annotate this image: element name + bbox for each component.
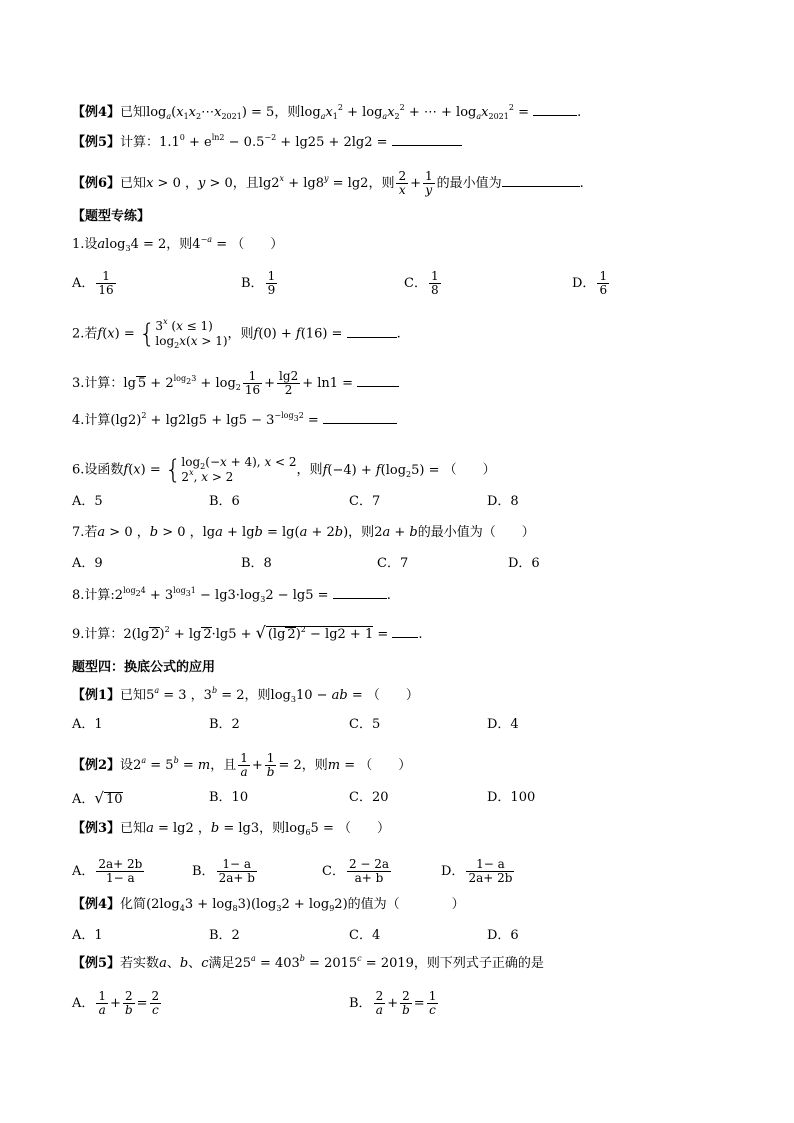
option-a[interactable]: A． $\frac{1}{16}$ bbox=[72, 269, 114, 297]
option-b[interactable]: B．2 bbox=[209, 717, 240, 732]
math: = 2 bbox=[278, 758, 302, 773]
math: 2a + b bbox=[374, 525, 418, 540]
answer-blank bbox=[392, 624, 418, 638]
question-3: 3.计算：$\lg 5 + 2^{log_23} + \log_2$ $\frac{1}{16}$ + $\frac{\lg 2}{2}$ + ln1 = bbox=[72, 370, 399, 397]
option-d[interactable]: D．100 bbox=[487, 790, 536, 805]
math: alog$_3$4 = 2 bbox=[97, 237, 167, 253]
math: $25^a = 403^b = 2015^c = 2019$ bbox=[234, 954, 414, 971]
option-a[interactable]: A． $\frac{2a+ 2b}{1- a}$ bbox=[72, 857, 143, 885]
section-title: 题型四：换底公式的应用 bbox=[72, 660, 216, 675]
example-4: 【例4】已知$\log_a(x_1x_2\cdots x_{2021}) = 5$，则$\log_ax_1^2 + \log_ax_2^2$ + ⋯ + $\log_ax_{2021}^2$ = . bbox=[72, 103, 582, 121]
math: $\log_a(x_1x_2\cdots x_{2021}) = 5$ bbox=[146, 105, 275, 121]
option-c[interactable]: C．5 bbox=[349, 717, 381, 732]
option-c[interactable]: C．7 bbox=[349, 494, 381, 509]
example-5: 【例5】计算：$1.1^0 + e^{ln2} - 0.5^{-2} + \lg 25 + 2\lg 2$ = bbox=[72, 132, 462, 151]
math: $\log_ax_1^2 + \log_ax_2^2$ + ⋯ + $\log_ax_{2021}^2$ = bbox=[300, 103, 534, 121]
math: x > 0 ，y > 0 bbox=[146, 176, 233, 191]
example-4b: 【例4】化简$(2\log_43 + \log_83)(\log_32 + \log_92)$的值为（ ） bbox=[72, 897, 465, 913]
option-a[interactable]: A．√ 10 bbox=[72, 789, 123, 807]
math: $2^{log_24} + 3^{log_31} - \lg 3\cdot\log_32 - \lg 5$ = bbox=[114, 586, 333, 604]
option-c[interactable]: C． $\frac{2 - 2a}{a+ b}$ bbox=[322, 857, 390, 885]
math: f(0) + f(16) = bbox=[253, 326, 347, 342]
math: $\log_65$ = bbox=[285, 821, 338, 837]
question-9: 9.计算：2(lg 2)$^2$ + lg 2·lg5 + √ (lg 2)$^2$ − lg2 + 1 = . bbox=[72, 623, 423, 642]
answer-blank bbox=[357, 373, 399, 387]
option-c[interactable]: C．4 bbox=[349, 928, 381, 943]
math: a = lg2 ，b = lg3 bbox=[146, 821, 260, 836]
option-b[interactable]: B．6 bbox=[209, 494, 240, 509]
question-1: 1.设alog$_3$4 = 2，则$4^{-a}$ = （ ） bbox=[72, 235, 284, 253]
option-c[interactable]: C． $\frac{1}{8}$ bbox=[404, 269, 439, 297]
option-d[interactable]: D． $\frac{1}{6}$ bbox=[572, 269, 608, 297]
math: $2^a = 5^b = m$ bbox=[133, 756, 211, 773]
answer-blank bbox=[502, 173, 580, 187]
option-d[interactable]: D．6 bbox=[508, 556, 540, 571]
question-8: 8.计算$:2^{log_24} + 3^{log_31} - \lg 3\cdot\log_32 - \lg 5$ = . bbox=[72, 586, 391, 604]
math: a、b、c bbox=[159, 956, 209, 971]
math: f(x) = bbox=[123, 462, 165, 478]
math: $(2\log_43 + \log_83)(\log_32 + \log_92)$ bbox=[146, 897, 348, 913]
option-a[interactable]: A．1 bbox=[72, 717, 103, 732]
fraction: $\frac{1}{y}$ bbox=[425, 169, 433, 197]
option-a[interactable]: A． $\frac{1}{a}$ + $\frac{2}{b}$ = $\frac{2}{c}$ bbox=[72, 989, 160, 1017]
option-b[interactable]: B． $\frac{1}{9}$ bbox=[241, 269, 276, 297]
math: + ln1 = bbox=[302, 376, 358, 391]
option-b[interactable]: B． $\frac{2}{a}$ + $\frac{2}{b}$ = $\frac{1}{c}$ bbox=[349, 989, 437, 1017]
math: a > 0 ，b > 0 ，lga + lgb = lg(a + 2b) bbox=[97, 525, 349, 540]
math: $\lg 5 + 2^{log_23} + \log_2$ bbox=[123, 374, 241, 392]
piecewise: $\log_2(-x + 4)$, x < 2 2$^x$, x > 2 bbox=[181, 455, 297, 484]
piecewise: 3$^x$ (x ≤ 1) $\log_2x(x > 1)$ bbox=[155, 317, 228, 350]
example-1: 【例1】已知$5^a = 3$ ，$3^b = 2$，则$\log_310$ − ab = （ ） bbox=[72, 686, 419, 704]
math: $(\lg 2)^2 + \lg 2\lg 5 + \lg 5 - 3^{-log_32}$ = bbox=[110, 411, 323, 428]
question-7: 7.若a > 0 ，b > 0 ，lga + lgb = lg(a + 2b)，则2a + b的最小值为（ ） bbox=[72, 525, 535, 540]
option-b[interactable]: B． $\frac{1- a}{2a+ b}$ bbox=[192, 857, 255, 885]
example-2: 【例2】设$2^a = 5^b = m$，且 $\frac{1}{a}$ + $\frac{1}{b}$ = 2，则m = （ ） bbox=[72, 751, 412, 779]
question-2: 2.若$f(x) = \{3^x$ (x ≤ 1) $\log_2x(x > 1)$，则f(0) + f(16) = . bbox=[72, 317, 401, 350]
example-3: 【例3】已知a = lg2 ，b = lg3，则$\log_65$ = （ ） bbox=[72, 821, 390, 837]
option-a[interactable]: A．1 bbox=[72, 928, 103, 943]
example-6: 【例6】已知x > 0 ，y > 0，且$\lg 2^x + \lg 8^y = \lg 2$，则 $\frac{2}{x}$ + $\frac{1}{y}$ 的最小值为 . bbox=[72, 169, 584, 197]
math: $f(-4) + f(\log_25)$ = bbox=[322, 462, 444, 479]
answer-blank bbox=[392, 132, 462, 146]
question-6: 6.设函数$f(x) = \{\log_2(-x + 4)$, x < 2 2$^x$, x > 2 ，则$f(-4) + f(\log_25)$ = （ ） bbox=[72, 455, 496, 485]
option-a[interactable]: A．5 bbox=[72, 494, 103, 509]
question-4: 4.计算$(\lg 2)^2 + \lg 2\lg 5 + \lg 5 - 3^{-log_32}$ = bbox=[72, 410, 397, 429]
math: $4^{-a}$ = bbox=[192, 235, 232, 252]
option-b[interactable]: B．2 bbox=[209, 928, 240, 943]
fraction: $\frac{2}{x}$ bbox=[398, 169, 407, 197]
option-d[interactable]: D． $\frac{1- a}{2a+ 2b}$ bbox=[441, 857, 513, 885]
answer-blank bbox=[333, 585, 387, 599]
math: 2(lg 2)$^2$ + lg 2·lg5 + √ (lg 2)$^2$ − lg2 + 1 = bbox=[123, 623, 393, 642]
math: $\log_310$ − ab = bbox=[270, 688, 367, 704]
math: $5^a = 3$ ，$3^b = 2$ bbox=[146, 686, 245, 703]
example-5b: 【例5】若实数a、b、c满足$25^a = 403^b = 2015^c = 2019$，则下列式子正确的是 bbox=[72, 954, 544, 971]
math: $1.1^0 + e^{ln2} - 0.5^{-2} + \lg 25 + 2\lg 2$ = bbox=[159, 133, 392, 150]
option-d[interactable]: D．6 bbox=[487, 928, 519, 943]
option-d[interactable]: D．8 bbox=[487, 494, 519, 509]
option-c[interactable]: C．7 bbox=[377, 556, 409, 571]
answer-blank bbox=[347, 324, 397, 338]
answer-blank bbox=[533, 102, 577, 116]
answer-blank bbox=[323, 410, 397, 424]
option-a[interactable]: A．9 bbox=[72, 556, 103, 571]
math: f(x) = bbox=[97, 326, 139, 342]
option-d[interactable]: D．4 bbox=[487, 717, 519, 732]
math: $\lg 2^x + \lg 8^y = \lg 2$ bbox=[258, 174, 369, 191]
option-b[interactable]: B．10 bbox=[209, 790, 249, 805]
option-b[interactable]: B．8 bbox=[241, 556, 272, 571]
section-title: 【题型专练】 bbox=[72, 209, 151, 224]
option-c[interactable]: C．20 bbox=[349, 790, 389, 805]
math: m = bbox=[327, 758, 360, 773]
